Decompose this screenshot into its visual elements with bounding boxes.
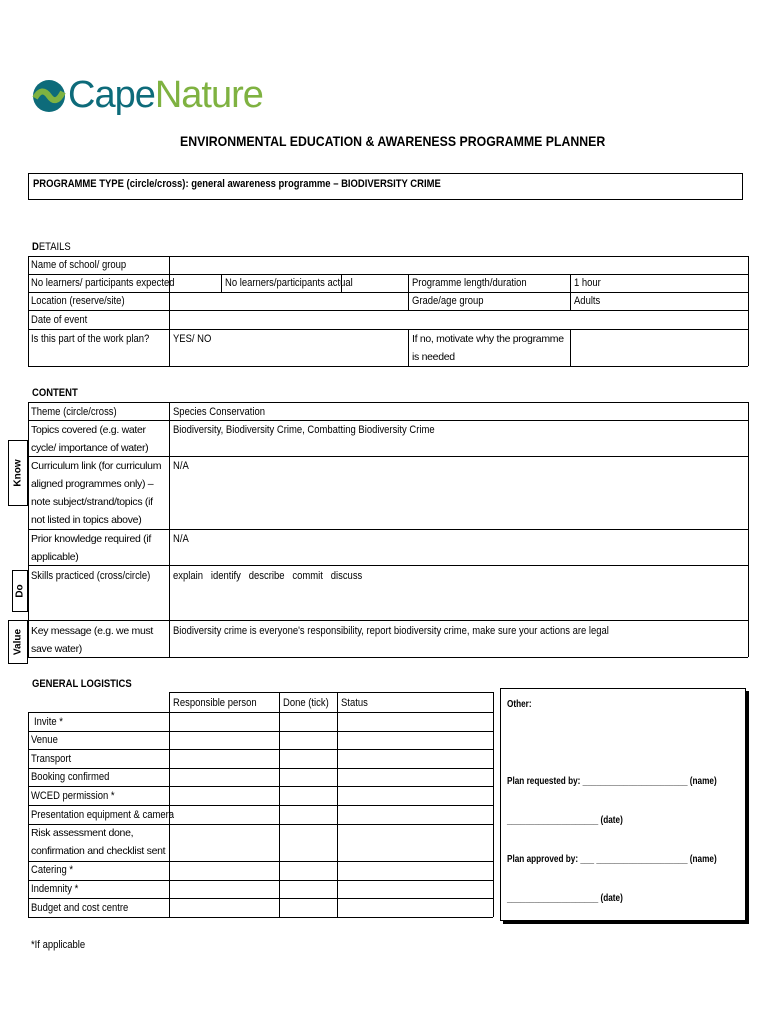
workplan-value[interactable]: YES/ NO bbox=[173, 333, 212, 345]
logistics-row-label: Venue bbox=[31, 734, 58, 746]
other-box bbox=[500, 688, 746, 921]
details-heading: DETAILS bbox=[32, 241, 71, 253]
curriculum-label: Curriculum link (for curriculum aligned programmes only) – note subject/strand/topics (if not listed in topics above) bbox=[31, 460, 162, 526]
do-tab: Do bbox=[12, 570, 28, 612]
value-tab: Value bbox=[8, 620, 28, 664]
grade-value[interactable]: Adults bbox=[574, 295, 601, 307]
logistics-row-label: Presentation equipment & camera bbox=[31, 809, 175, 821]
learners-actual-field[interactable] bbox=[342, 275, 407, 292]
theme-label: Theme (circle/cross) bbox=[31, 406, 117, 418]
key-message-label: Key message (e.g. we must save water) bbox=[31, 625, 154, 655]
skills-label: Skills practiced (cross/circle) bbox=[31, 570, 151, 582]
learners-expected-field[interactable] bbox=[170, 275, 220, 292]
grade-label: Grade/age group bbox=[412, 295, 484, 307]
page-title: ENVIRONMENTAL EDUCATION & AWARENESS PROGRAMME PLANNER bbox=[180, 133, 606, 149]
location-label: Location (reserve/site) bbox=[31, 295, 125, 307]
logistics-heading: GENERAL LOGISTICS bbox=[32, 678, 132, 690]
logistics-row-label: Budget and cost centre bbox=[31, 902, 129, 914]
col-responsible-header: Responsible person bbox=[173, 697, 257, 709]
motivate-label: If no, motivate why the programme is needed bbox=[412, 333, 564, 363]
logistics-row-label: Transport bbox=[31, 753, 72, 765]
capenature-logo bbox=[30, 70, 263, 122]
prior-knowledge-value[interactable]: N/A bbox=[173, 533, 189, 545]
programme-type-text: PROGRAMME TYPE (circle/cross): general awareness programme – BIODIVERSITY CRIME bbox=[33, 178, 441, 190]
plan-approved-field[interactable]: Plan approved by: ___ ____________________ (name) bbox=[507, 854, 717, 865]
learners-expected-label: No learners/ participants expected bbox=[31, 277, 175, 289]
key-message-value[interactable]: Biodiversity crime is everyone's responsibility, report biodiversity crime, make sure your actions are legal bbox=[173, 625, 609, 637]
know-tab: Know bbox=[8, 440, 28, 506]
other-label: Other: bbox=[507, 699, 532, 710]
length-label: Programme length/duration bbox=[412, 277, 527, 289]
school-field[interactable] bbox=[170, 257, 747, 274]
learners-actual-label: No learners/participants actual bbox=[225, 277, 353, 289]
date-label: Date of event bbox=[31, 314, 88, 326]
logo-text-nature: Nature bbox=[154, 74, 263, 116]
capenature-emblem-icon bbox=[32, 72, 66, 120]
logo-text-cape: Cape bbox=[68, 74, 155, 116]
col-status-header: Status bbox=[341, 697, 368, 709]
logistics-row-label: Booking confirmed bbox=[31, 771, 110, 783]
date-field[interactable] bbox=[170, 311, 747, 328]
request-date-field[interactable]: ____________________ (date) bbox=[507, 815, 623, 826]
skills-value[interactable]: explain identify describe commit discuss bbox=[173, 570, 363, 582]
length-value[interactable]: 1 hour bbox=[574, 277, 601, 289]
logistics-row-label: WCED permission * bbox=[31, 790, 115, 802]
logistics-row-label: Catering * bbox=[31, 864, 74, 876]
footnote: *If applicable bbox=[31, 939, 86, 951]
logistics-row-label: Invite * bbox=[34, 716, 63, 728]
plan-requested-field[interactable]: Plan requested by: _______________________ (name) bbox=[507, 776, 717, 787]
logistics-row-label: Indemnity * bbox=[31, 883, 79, 895]
motivate-field[interactable] bbox=[571, 330, 747, 365]
curriculum-value[interactable]: N/A bbox=[173, 460, 189, 472]
prior-knowledge-label: Prior knowledge required (if applicable) bbox=[31, 533, 151, 563]
topics-label: Topics covered (e.g. water cycle/ importance of water) bbox=[31, 424, 149, 454]
location-field[interactable] bbox=[170, 293, 407, 310]
school-label: Name of school/ group bbox=[31, 259, 127, 271]
topics-value[interactable]: Biodiversity, Biodiversity Crime, Combatting Biodiversity Crime bbox=[173, 424, 435, 436]
approve-date-field[interactable]: ____________________ (date) bbox=[507, 893, 623, 904]
content-heading: CONTENT bbox=[32, 387, 78, 399]
logistics-row-label: Risk assessment done, confirmation and checklist sent bbox=[31, 827, 166, 857]
col-done-header: Done (tick) bbox=[283, 697, 329, 709]
theme-value[interactable]: Species Conservation bbox=[173, 406, 266, 418]
workplan-label: Is this part of the work plan? bbox=[31, 333, 150, 345]
